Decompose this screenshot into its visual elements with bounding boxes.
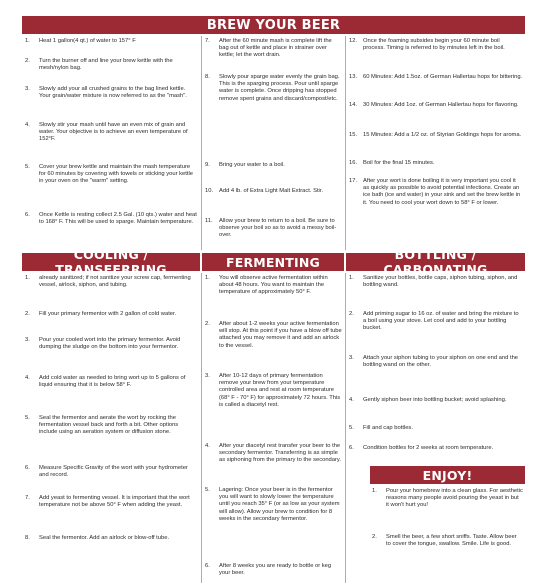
step-number: 6. <box>349 445 354 451</box>
step-text: You will observe active fermentation within about 48 hours. You want to maintain the temperature of approximately 50° F. <box>219 275 328 296</box>
step-text: Turn the burner off and line your brew kettle with the mesh/nylon bag. <box>39 58 173 72</box>
step-number: 2. <box>25 58 30 64</box>
column-divider <box>201 36 202 250</box>
brew-steps-column-3 <box>349 38 523 250</box>
step-number: 7. <box>205 38 210 44</box>
step-number: 11. <box>205 218 213 224</box>
column-divider <box>345 36 346 250</box>
step-text: Pour your cooled wort into the primary fermentor. Avoid dumping the sludge on the bottom into your fermentor. <box>39 337 181 351</box>
step-text: Gently siphon beer into bottling bucket; avoid splashing. <box>363 397 507 403</box>
cooling-steps <box>25 275 197 583</box>
step-number: 14. <box>349 102 358 108</box>
column-divider <box>201 273 202 583</box>
step-text: Slowly add your all crushed grains to the bag lined kettle. Your grain/water mixture is now referred to as the "mash". <box>39 86 187 100</box>
step-text: Add yeast to fermenting vessel. It is important that the wort temperature not be above 50° F when adding the yeast. <box>39 495 190 509</box>
step-number: 1. <box>349 275 354 281</box>
step-number: 8. <box>205 74 210 80</box>
step-number: 6. <box>25 465 30 471</box>
step-number: 4. <box>349 397 354 403</box>
step-text: 30 Minutes: Add 1oz. of German Hallertau hops for flavoring. <box>363 102 519 108</box>
step-number: 17. <box>349 178 358 184</box>
step-text: After your diacetyl rest transfer your beer to the secondary fermentor. Transferring is as simple as siphoning from the primary to the secondary. <box>219 443 342 464</box>
step-number: 12. <box>349 38 358 44</box>
step-text: After 10-12 days of primary fermentation remove your brew from your temperature controlled area and rest at room temperature (68° F - 70° F) for approximately 72 hours. This is called a diacetyl rest. <box>219 373 341 408</box>
step-number: 16. <box>349 160 358 166</box>
step-number: 5. <box>25 415 30 421</box>
step-text: Measure Specific Gravity of the wort with your hydrometer and record. <box>39 465 188 479</box>
brew-your-beer-heading: BREW YOUR BEER <box>22 16 525 34</box>
step-text: Pour your homebrew into a clean glass. For aesthetic reasons many people avoid pouring the yeast in but it won't hurt you! <box>386 488 523 509</box>
fermenting-heading: FERMENTING <box>202 253 344 271</box>
step-number: 5. <box>25 164 30 170</box>
enjoy-steps <box>372 488 523 582</box>
step-text: Condition bottles for 2 weeks at room temperature. <box>363 445 494 451</box>
step-number: 3. <box>25 337 30 343</box>
step-text: After 8 weeks you are ready to bottle or keg your beer. <box>219 563 332 577</box>
fermenting-steps <box>205 275 342 583</box>
step-number: 6. <box>205 563 210 569</box>
step-text: Add 4 lb. of Extra Light Malt Extract. Stir. <box>219 188 324 194</box>
step-text: Once Kettle is resting collect 2.5 Gal. (10 qts.) water and heat to 168° F. This will be used to sparge. Maintain temperature. <box>39 212 197 226</box>
step-text: Boil for the final 15 minutes. <box>363 160 435 166</box>
step-number: 2. <box>25 311 30 317</box>
enjoy-heading: ENJOY! <box>370 466 525 484</box>
brew-steps-column-2 <box>205 38 342 250</box>
step-text: Once the foaming subsides begin your 60 minute boil process. Timing is referred to by minutes left in the boil. <box>363 38 505 52</box>
step-number: 3. <box>25 86 30 92</box>
bottling-steps <box>349 275 523 463</box>
step-number: 2. <box>372 534 377 540</box>
step-text: Slowly pour sparge water evenly the grain bag. This is the sparging process. Pour until sparge water is complete. Once dripping has stopped remove spent grains and discard/compost/etc. <box>219 74 340 102</box>
step-number: 7. <box>25 495 30 501</box>
step-number: 1. <box>372 488 377 494</box>
step-text: Sanitize your bottles, bottle caps, siphon tubing, siphon, and bottling wand. <box>363 275 518 289</box>
step-number: 1. <box>205 275 210 281</box>
step-text: Bring your water to a boil. <box>219 162 285 168</box>
step-text: Add priming sugar to 16 oz. of water and bring the mixture to a boil using your stove. Let cool and add to your bottling bucket. <box>363 311 519 332</box>
step-number: 5. <box>205 487 210 493</box>
bottling-carbonating-heading: BOTTLING / CARBONATING <box>346 253 525 271</box>
step-text: Add cold water as needed to bring wort up to 5 gallons of liquid ensuring that it is below 58° F. <box>39 375 186 389</box>
step-number: 13. <box>349 74 358 80</box>
step-number: 1. <box>25 38 30 44</box>
step-text: After about 1-2 weeks your active fermentation will stop. At this point if you have a blow off tube attached you may remove it and add an airlock to the vessel. <box>219 321 342 349</box>
step-text: After your wort is done boiling it is very important you cool it as quickly as possible to avoid potential infections. Create an ice bath (ice and water) in your sink and set the brew kettle in it. You need to cool your wort down to 58° F or lower. <box>363 178 521 206</box>
step-text: Slowly stir your mash until have an even mix of grain and water. Your objective is to achieve an even temperature of 152°F. <box>39 122 188 143</box>
step-text: Cover your brew kettle and maintain the mash temperature for 60 minutes by covering with towels or sticking your kettle in your oven on the "warm" setting. <box>39 164 194 185</box>
step-number: 4. <box>205 443 210 449</box>
step-number: 2. <box>349 311 354 317</box>
step-text: Attach your siphon tubing to your siphon on one end and the bottling wand on the other. <box>363 355 519 369</box>
step-text: already sanitized; if not sanitize your screw cap, fermenting vessel, airlock, siphon, and tubing. <box>39 275 191 289</box>
step-text: Fill and cap bottles. <box>363 425 413 431</box>
step-number: 3. <box>205 373 210 379</box>
step-text: Lagering: Once your beer is in the fermentor you will want to slowly lower the temperature until you reach 35° F (or as low as your system will allow). Allow your brew to condition for 8 weeks in the secondary fermentor. <box>219 487 340 522</box>
step-number: 6. <box>25 212 30 218</box>
step-text: Allow your brew to return to a boil. Be sure to observe your boil so as to avoid a messy boil-over. <box>219 218 337 239</box>
column-divider <box>345 273 346 583</box>
step-text: After the 60 minute mash is complete lift the bag out of kettle and place in strainer over kettle; let the wort drain. <box>219 38 332 59</box>
step-number: 3. <box>349 355 354 361</box>
step-text: Seal the fermentor and aerate the wort by rocking the fermentation vessel back and forth a bit. Other options include using an aeration system or diffusion stone. <box>39 415 179 436</box>
step-number: 9. <box>205 162 210 168</box>
step-text: Fill your primary fermentor with 2 gallon of cold water. <box>39 311 177 317</box>
step-text: 15 Minutes: Add a 1/2 oz. of Styrian Goldings hops for aroma. <box>363 132 522 138</box>
step-number: 4. <box>25 122 30 128</box>
step-number: 10. <box>205 188 214 194</box>
step-number: 15. <box>349 132 358 138</box>
step-text: Seal the fermentor. Add an airlock or blow-off tube. <box>39 535 170 541</box>
step-number: 5. <box>349 425 354 431</box>
step-text: 60 Minutes: Add 1.5oz. of German Hallertau hops for bittering. <box>363 74 523 80</box>
step-number: 4. <box>25 375 30 381</box>
step-number: 8. <box>25 535 30 541</box>
step-text: Smell the beer, a few short sniffs. Taste. Allow beer to cover the tongue, swallow. Smile. Life is good. <box>386 534 517 548</box>
cooling-transferring-heading: COOLING / TRANSFERRING <box>22 253 200 271</box>
step-text: Heat 1 gallon(4 qt.) of water to 157° F <box>39 38 136 44</box>
step-number: 2. <box>205 321 210 327</box>
step-number: 1. <box>25 275 30 281</box>
brew-steps-column-1 <box>25 38 197 250</box>
